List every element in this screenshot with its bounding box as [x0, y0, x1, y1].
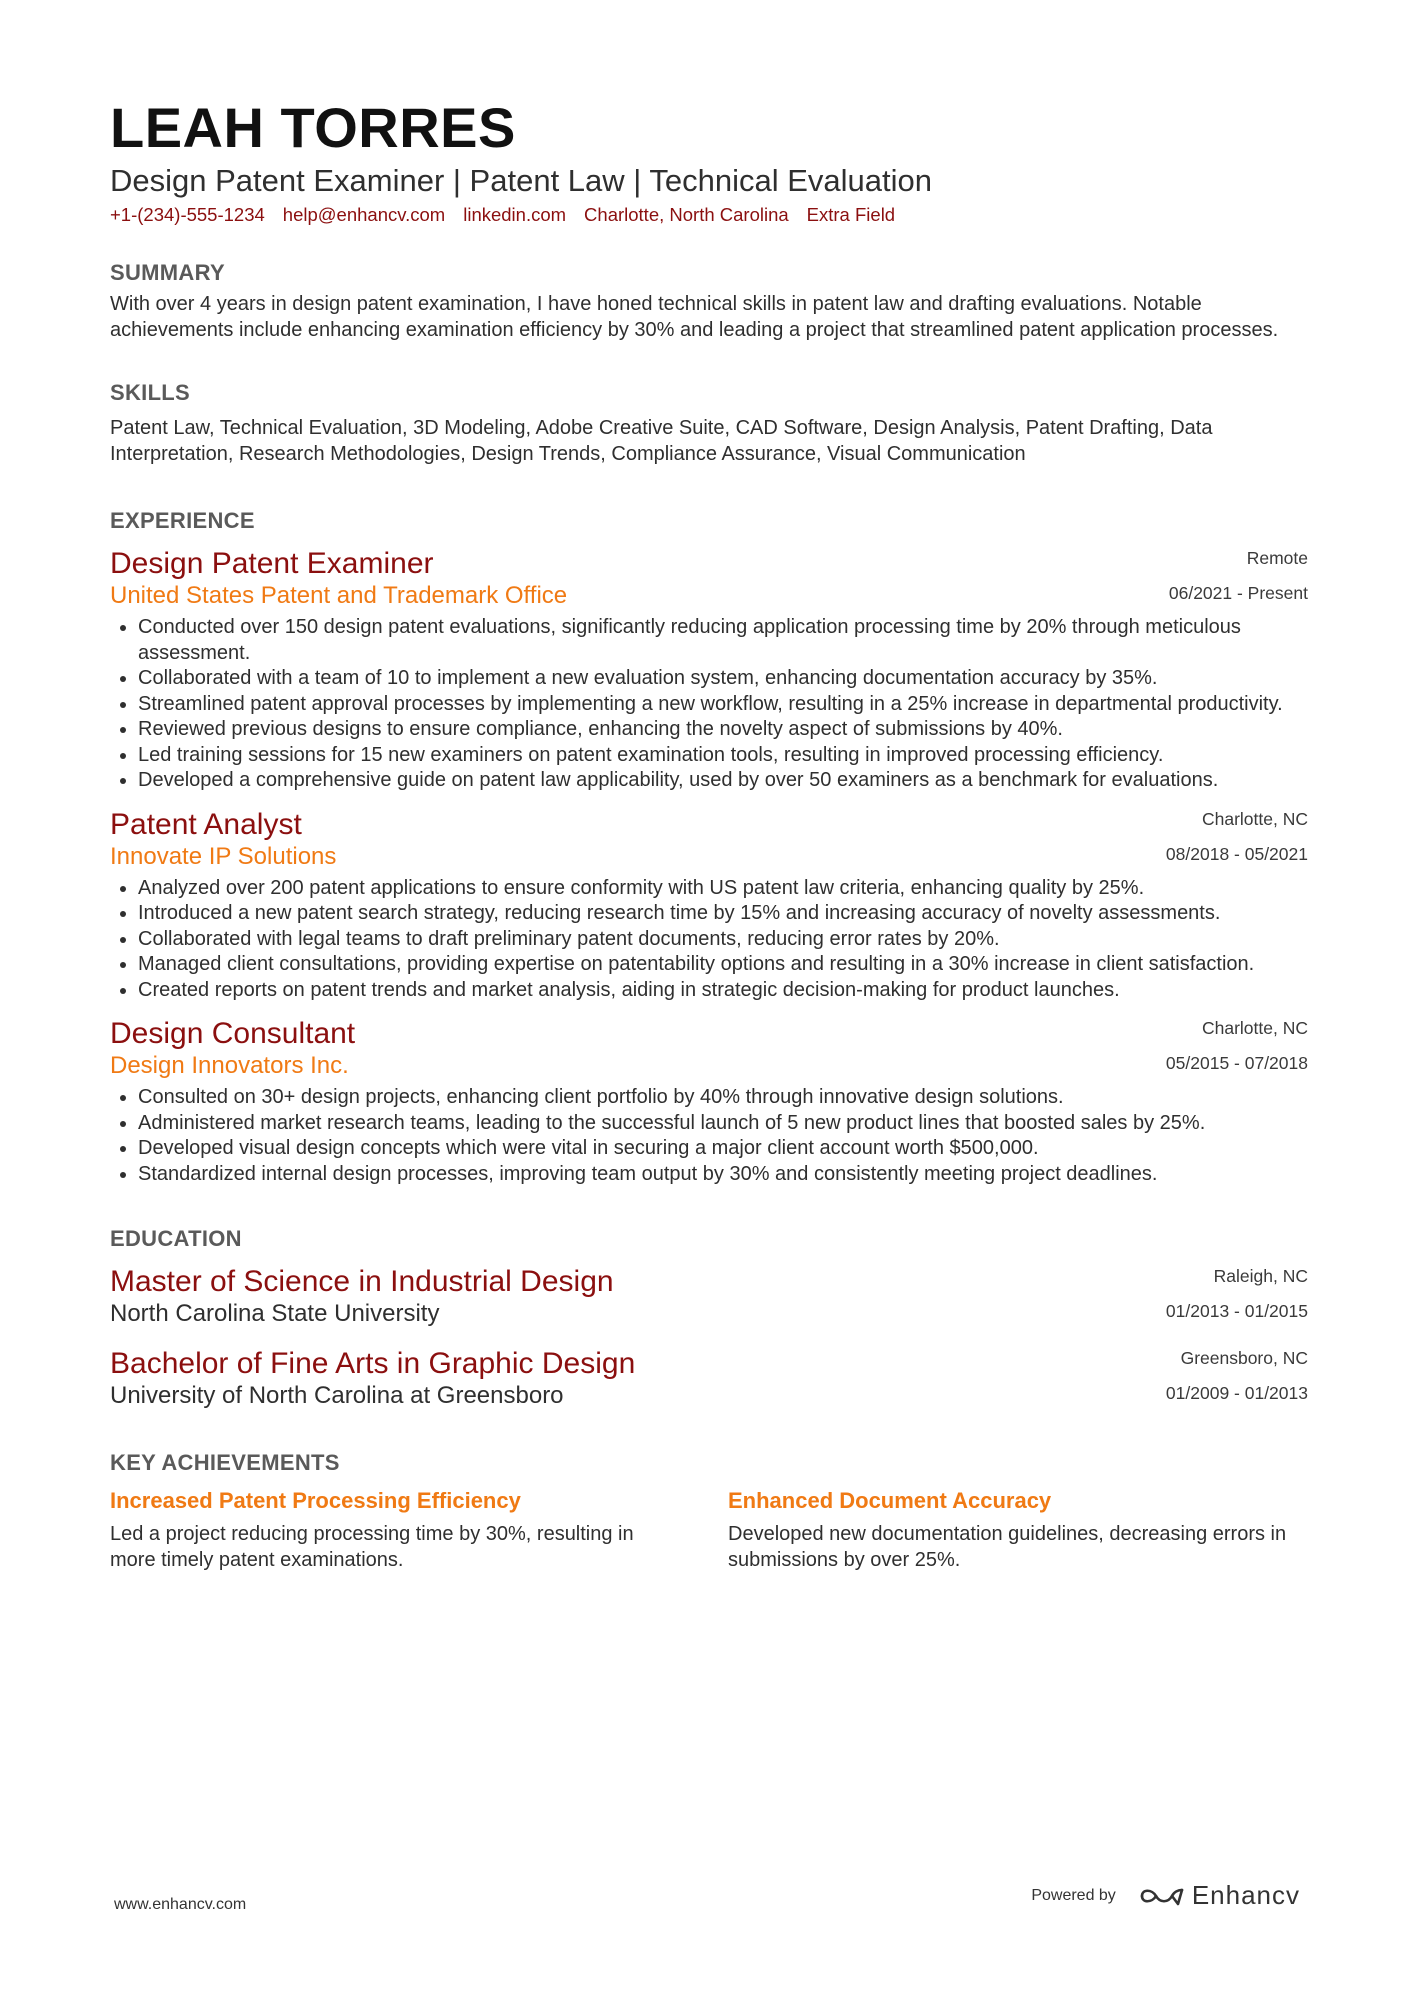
enhancv-logo[interactable]	[1138, 1880, 1300, 1911]
summary-section	[110, 259, 1308, 343]
education-dates: 01/2013 - 01/2015	[1165, 1301, 1308, 1321]
skills-section	[110, 379, 1308, 467]
experience-entry	[110, 808, 1308, 1004]
experience-role: Design Patent Examiner	[110, 547, 434, 580]
footer-website[interactable]: www.enhancv.com	[114, 1896, 247, 1913]
education-section	[110, 1225, 1308, 1411]
bullet-item: • Administered market research teams, leading to the successful launch of 5 new product lines that boosted sales by 25%.	[138, 1111, 1308, 1137]
section-title-summary: SUMMARY	[110, 260, 225, 285]
education-school: University of North Carolina at Greensboro	[110, 1382, 564, 1409]
section-title-skills: SKILLS	[110, 380, 191, 405]
experience-entry	[110, 1017, 1308, 1187]
experience-location: Charlotte, NC	[1201, 808, 1308, 829]
achievement-title: Enhanced Document Accuracy	[728, 1488, 1052, 1513]
enhancv-logo-text: Enhancv	[1191, 1880, 1300, 1910]
bullet-item: • Streamlined patent approval processes by implementing a new workflow, resulting in a 25% increase in departmental productivity.	[138, 692, 1308, 718]
experience-role: Patent Analyst	[110, 807, 302, 841]
section-title-achievements: KEY ACHIEVEMENTS	[110, 1450, 340, 1475]
achievements-grid	[110, 1487, 1308, 1573]
experience-company: Innovate IP Solutions	[110, 842, 337, 870]
bullet-item: • Developed a comprehensive guide on patent law applicability, used by over 50 examiners as a benchmark for evaluations.	[138, 768, 1308, 794]
candidate-name: LEAH TORRES	[110, 96, 516, 159]
bullet-item: • Consulted on 30+ design projects, enhancing client portfolio by 40% through innovative design solutions.	[138, 1085, 1308, 1111]
achievement-title: Increased Patent Processing Efficiency	[110, 1488, 521, 1513]
bullet-item: • Standardized internal design processes, improving team output by 30% and consistently meeting project deadlines.	[138, 1162, 1308, 1188]
experience-dates: 05/2015 - 07/2018	[1165, 1053, 1308, 1073]
experience-company: Design Innovators Inc.	[110, 1052, 349, 1079]
contact-extra-field: Extra Field	[806, 204, 896, 225]
education-location: Raleigh, NC	[1213, 1266, 1308, 1286]
bullet-item: • Led training sessions for 15 new examiners on patent examination tools, resulting in improved processing efficiency.	[138, 743, 1308, 769]
achievement-text: Led a project reducing processing time by 30%, resulting in more timely patent examinations.	[110, 1523, 634, 1571]
contact-row	[110, 203, 1308, 227]
experience-bullets	[110, 615, 1308, 794]
achievements-section	[110, 1449, 1308, 1573]
experience-meta	[1169, 547, 1308, 604]
summary-text: With over 4 years in design patent examination, I have honed technical skills in patent law and drafting evaluations. Notable achievements include enhancing examination efficiency by 30% and leading a project that streamlined patent application processes.	[110, 293, 1279, 341]
experience-location: Charlotte, NC	[1201, 1018, 1308, 1038]
contact-location: Charlotte, North Carolina	[584, 204, 789, 225]
education-degree: Master of Science in Industrial Design	[110, 1265, 614, 1298]
footer-branding	[1031, 1880, 1300, 1911]
education-degree: Bachelor of Fine Arts in Graphic Design	[110, 1347, 636, 1380]
experience-bullets	[110, 1085, 1308, 1187]
achievement-item	[110, 1487, 683, 1573]
bullet-item: • Analyzed over 200 patent applications to ensure conformity with US patent law criteria, enhancing quality by 25%.	[138, 876, 1308, 902]
bullet-item: • Collaborated with a team of 10 to implement a new evaluation system, enhancing documentation accuracy by 35%.	[138, 666, 1308, 692]
contact-linkedin[interactable]: linkedin.com	[463, 204, 567, 225]
bullet-item: • Reviewed previous designs to ensure compliance, enhancing the novelty aspect of submissions by 40%.	[138, 717, 1308, 743]
skills-text: Patent Law, Technical Evaluation, 3D Modeling, Adobe Creative Suite, CAD Software, Design Analysis, Patent Drafting, Data Interpretation, Research Methodologies, Design Trends, Compliance Assurance, Visual Communication	[110, 417, 1213, 465]
section-title-experience: EXPERIENCE	[110, 508, 255, 533]
experience-meta	[1166, 808, 1308, 865]
education-location: Greensboro, NC	[1180, 1348, 1308, 1368]
bullet-item: • Introduced a new patent search strategy, reducing research time by 15% and increasing accuracy of novelty assessments.	[138, 901, 1308, 927]
bullet-item: • Created reports on patent trends and market analysis, aiding in strategic decision-making for product launches.	[138, 978, 1308, 1004]
bullet-item: • Collaborated with legal teams to draft preliminary patent documents, reducing error rates by 20%.	[138, 927, 1308, 953]
education-meta	[1166, 1265, 1308, 1322]
experience-section	[110, 507, 1308, 1187]
experience-role: Design Consultant	[110, 1017, 356, 1050]
achievement-text: Developed new documentation guidelines, decreasing errors in submissions by over 25%.	[728, 1523, 1287, 1571]
education-meta	[1166, 1347, 1308, 1404]
experience-meta	[1166, 1017, 1308, 1074]
bullet-item: • Developed visual design concepts which were vital in securing a major client account worth $500,000.	[138, 1136, 1308, 1162]
education-entry	[110, 1347, 1308, 1411]
experience-bullets	[110, 876, 1308, 1004]
resume-page	[110, 96, 1308, 1573]
experience-company: United States Patent and Trademark Office	[110, 582, 568, 609]
education-school: North Carolina State University	[110, 1300, 440, 1327]
candidate-headline: Design Patent Examiner | Patent Law | Technical Evaluation	[110, 163, 932, 198]
education-entry	[110, 1265, 1308, 1329]
section-title-education: EDUCATION	[110, 1226, 242, 1251]
powered-by-label: Powered by	[1031, 1886, 1116, 1904]
experience-location: Remote	[1246, 548, 1308, 568]
bullet-item: • Conducted over 150 design patent evaluations, significantly reducing application processing time by 20% through meticulous assessment.	[138, 615, 1308, 666]
achievement-item	[728, 1487, 1301, 1573]
experience-entry	[110, 547, 1308, 794]
contact-phone[interactable]: +1-(234)-555-1234	[110, 204, 265, 225]
experience-dates: 08/2018 - 05/2021	[1165, 843, 1308, 864]
enhancv-logo-icon	[1138, 1884, 1184, 1908]
bullet-item: • Managed client consultations, providing expertise on patentability options and resulting in a 30% increase in client satisfaction.	[138, 952, 1308, 978]
contact-email[interactable]: help@enhancv.com	[282, 204, 446, 225]
resume-header	[110, 96, 1308, 227]
education-dates: 01/2009 - 01/2013	[1165, 1383, 1308, 1403]
experience-dates: 06/2021 - Present	[1168, 583, 1308, 603]
